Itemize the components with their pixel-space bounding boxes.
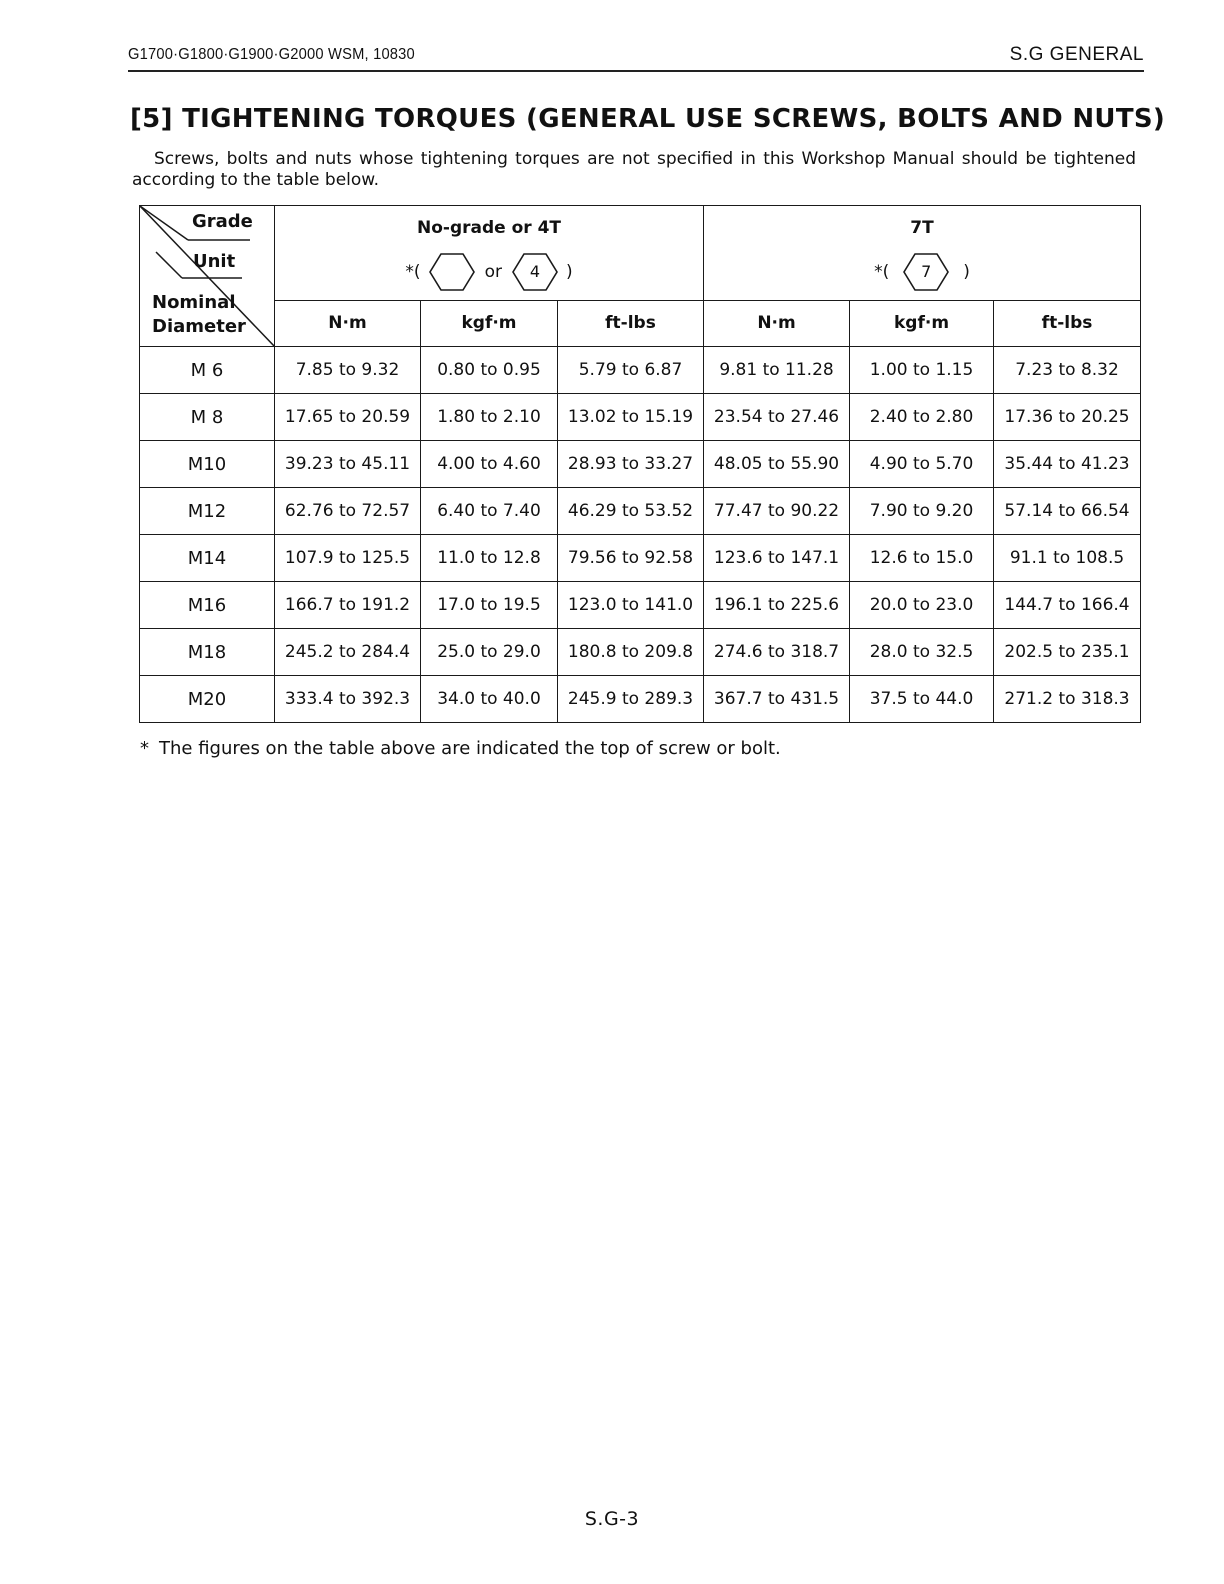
unit-header: N·m (275, 300, 421, 346)
torque-value-cell: 245.2 to 284.4 (275, 629, 421, 676)
torque-value-cell: 245.9 to 289.3 (558, 676, 704, 723)
torque-value-cell: 271.2 to 318.3 (994, 676, 1141, 723)
torque-value-cell: 1.00 to 1.15 (850, 347, 994, 394)
torque-value-cell: 48.05 to 55.90 (704, 441, 850, 488)
torque-value-cell: 12.6 to 15.0 (850, 535, 994, 582)
footnote-text: The figures on the table above are indicated the top of screw or bolt. (159, 738, 781, 759)
torque-value-cell: 2.40 to 2.80 (850, 394, 994, 441)
torque-value-cell: 91.1 to 108.5 (994, 535, 1141, 582)
manual-id: G1700·G1800·G1900·G2000 WSM, 10830 (128, 46, 415, 63)
torque-value-cell: 4.90 to 5.70 (850, 441, 994, 488)
grade-mark-7t (704, 252, 1140, 292)
torque-value-cell: 77.47 to 90.22 (704, 488, 850, 535)
torque-value-cell: 79.56 to 92.58 (558, 535, 704, 582)
torque-value-cell: 7.85 to 9.32 (275, 347, 421, 394)
torque-value-cell: 123.6 to 147.1 (704, 535, 850, 582)
mark-prefix: *( (874, 262, 890, 282)
page-header (128, 44, 1144, 72)
torque-value-cell: 123.0 to 141.0 (558, 582, 704, 629)
torque-value-cell: 9.81 to 11.28 (704, 347, 850, 394)
torque-value-cell: 23.54 to 27.46 (704, 394, 850, 441)
torque-value-cell: 28.93 to 33.27 (558, 441, 704, 488)
mark-suffix: ) (963, 262, 970, 282)
torque-value-cell: 17.0 to 19.5 (421, 582, 558, 629)
intro-paragraph: Screws, bolts and nuts whose tightening torques are not specified in this Workshop Manual should be tightened according to the table below. (132, 149, 1136, 190)
corner-grade-label: Grade (192, 211, 253, 232)
table-row (140, 441, 1141, 488)
torque-value-cell: 6.40 to 7.40 (421, 488, 558, 535)
torque-value-cell: 144.7 to 166.4 (994, 582, 1141, 629)
section-name: S.G GENERAL (1009, 44, 1144, 65)
table-row (140, 629, 1141, 676)
hexagon-7-number: 7 (921, 262, 932, 281)
torque-value-cell: 13.02 to 15.19 (558, 394, 704, 441)
torque-value-cell: 46.29 to 53.52 (558, 488, 704, 535)
nominal-diameter-cell: M16 (140, 582, 275, 629)
torque-value-cell: 17.36 to 20.25 (994, 394, 1141, 441)
unit-header: N·m (704, 300, 850, 346)
unit-header: ft-lbs (994, 300, 1141, 346)
torque-value-cell: 34.0 to 40.0 (421, 676, 558, 723)
torque-value-cell: 57.14 to 66.54 (994, 488, 1141, 535)
torque-value-cell: 5.79 to 6.87 (558, 347, 704, 394)
grade-name-7t: 7T (910, 218, 934, 238)
torque-value-cell: 37.5 to 44.0 (850, 676, 994, 723)
hexagon-blank-icon (429, 252, 475, 292)
table-row (140, 676, 1141, 723)
torque-value-cell: 107.9 to 125.5 (275, 535, 421, 582)
unit-header: ft-lbs (558, 300, 704, 346)
table-row (140, 488, 1141, 535)
torque-value-cell: 7.90 to 9.20 (850, 488, 994, 535)
torque-table (139, 205, 1141, 723)
grade-header-7t (704, 206, 1141, 301)
nominal-diameter-cell: M12 (140, 488, 275, 535)
torque-value-cell: 367.7 to 431.5 (704, 676, 850, 723)
nominal-diameter-cell: M10 (140, 441, 275, 488)
torque-value-cell: 274.6 to 318.7 (704, 629, 850, 676)
footnote-star: * (140, 738, 149, 759)
torque-value-cell: 196.1 to 225.6 (704, 582, 850, 629)
table-row (140, 394, 1141, 441)
hexagon-4-icon (512, 252, 558, 292)
torque-value-cell: 1.80 to 2.10 (421, 394, 558, 441)
torque-value-cell: 25.0 to 29.0 (421, 629, 558, 676)
torque-value-cell: 20.0 to 23.0 (850, 582, 994, 629)
grade-header-4t (275, 206, 704, 301)
nominal-diameter-cell: M 6 (140, 347, 275, 394)
mark-suffix: ) (565, 262, 573, 282)
page-title: [5] TIGHTENING TORQUES (GENERAL USE SCREWS, BOLTS AND NUTS) (130, 104, 1166, 134)
unit-header: kgf·m (421, 300, 558, 346)
torque-value-cell: 180.8 to 209.8 (558, 629, 704, 676)
torque-value-cell: 0.80 to 0.95 (421, 347, 558, 394)
nominal-diameter-cell: M18 (140, 629, 275, 676)
unit-header: kgf·m (850, 300, 994, 346)
table-corner-header (140, 206, 275, 347)
table-row (140, 582, 1141, 629)
mark-or-text: or (484, 262, 502, 282)
torque-value-cell: 39.23 to 45.11 (275, 441, 421, 488)
page-number: S.G-3 (584, 1508, 640, 1530)
torque-value-cell: 4.00 to 4.60 (421, 441, 558, 488)
torque-value-cell: 11.0 to 12.8 (421, 535, 558, 582)
torque-value-cell: 333.4 to 392.3 (275, 676, 421, 723)
grade-name-4t: No-grade or 4T (417, 218, 562, 238)
hexagon-7-icon (903, 252, 949, 292)
torque-value-cell: 17.65 to 20.59 (275, 394, 421, 441)
torque-value-cell: 166.7 to 191.2 (275, 582, 421, 629)
corner-nominal-label: Nominal (152, 292, 236, 313)
mark-prefix: *( (405, 262, 421, 282)
corner-diameter-label: Diameter (152, 316, 246, 337)
torque-value-cell: 62.76 to 72.57 (275, 488, 421, 535)
torque-value-cell: 28.0 to 32.5 (850, 629, 994, 676)
nominal-diameter-cell: M 8 (140, 394, 275, 441)
torque-value-cell: 35.44 to 41.23 (994, 441, 1141, 488)
grade-mark-4t (275, 252, 703, 292)
torque-table-body (140, 347, 1141, 723)
corner-unit-label: Unit (193, 251, 236, 272)
hexagon-4-number: 4 (529, 262, 541, 281)
unit-row (140, 300, 1141, 346)
nominal-diameter-cell: M14 (140, 535, 275, 582)
nominal-diameter-cell: M20 (140, 676, 275, 723)
torque-value-cell: 7.23 to 8.32 (994, 347, 1141, 394)
table-row (140, 347, 1141, 394)
torque-value-cell: 202.5 to 235.1 (994, 629, 1141, 676)
footnote (140, 738, 781, 759)
table-row (140, 535, 1141, 582)
